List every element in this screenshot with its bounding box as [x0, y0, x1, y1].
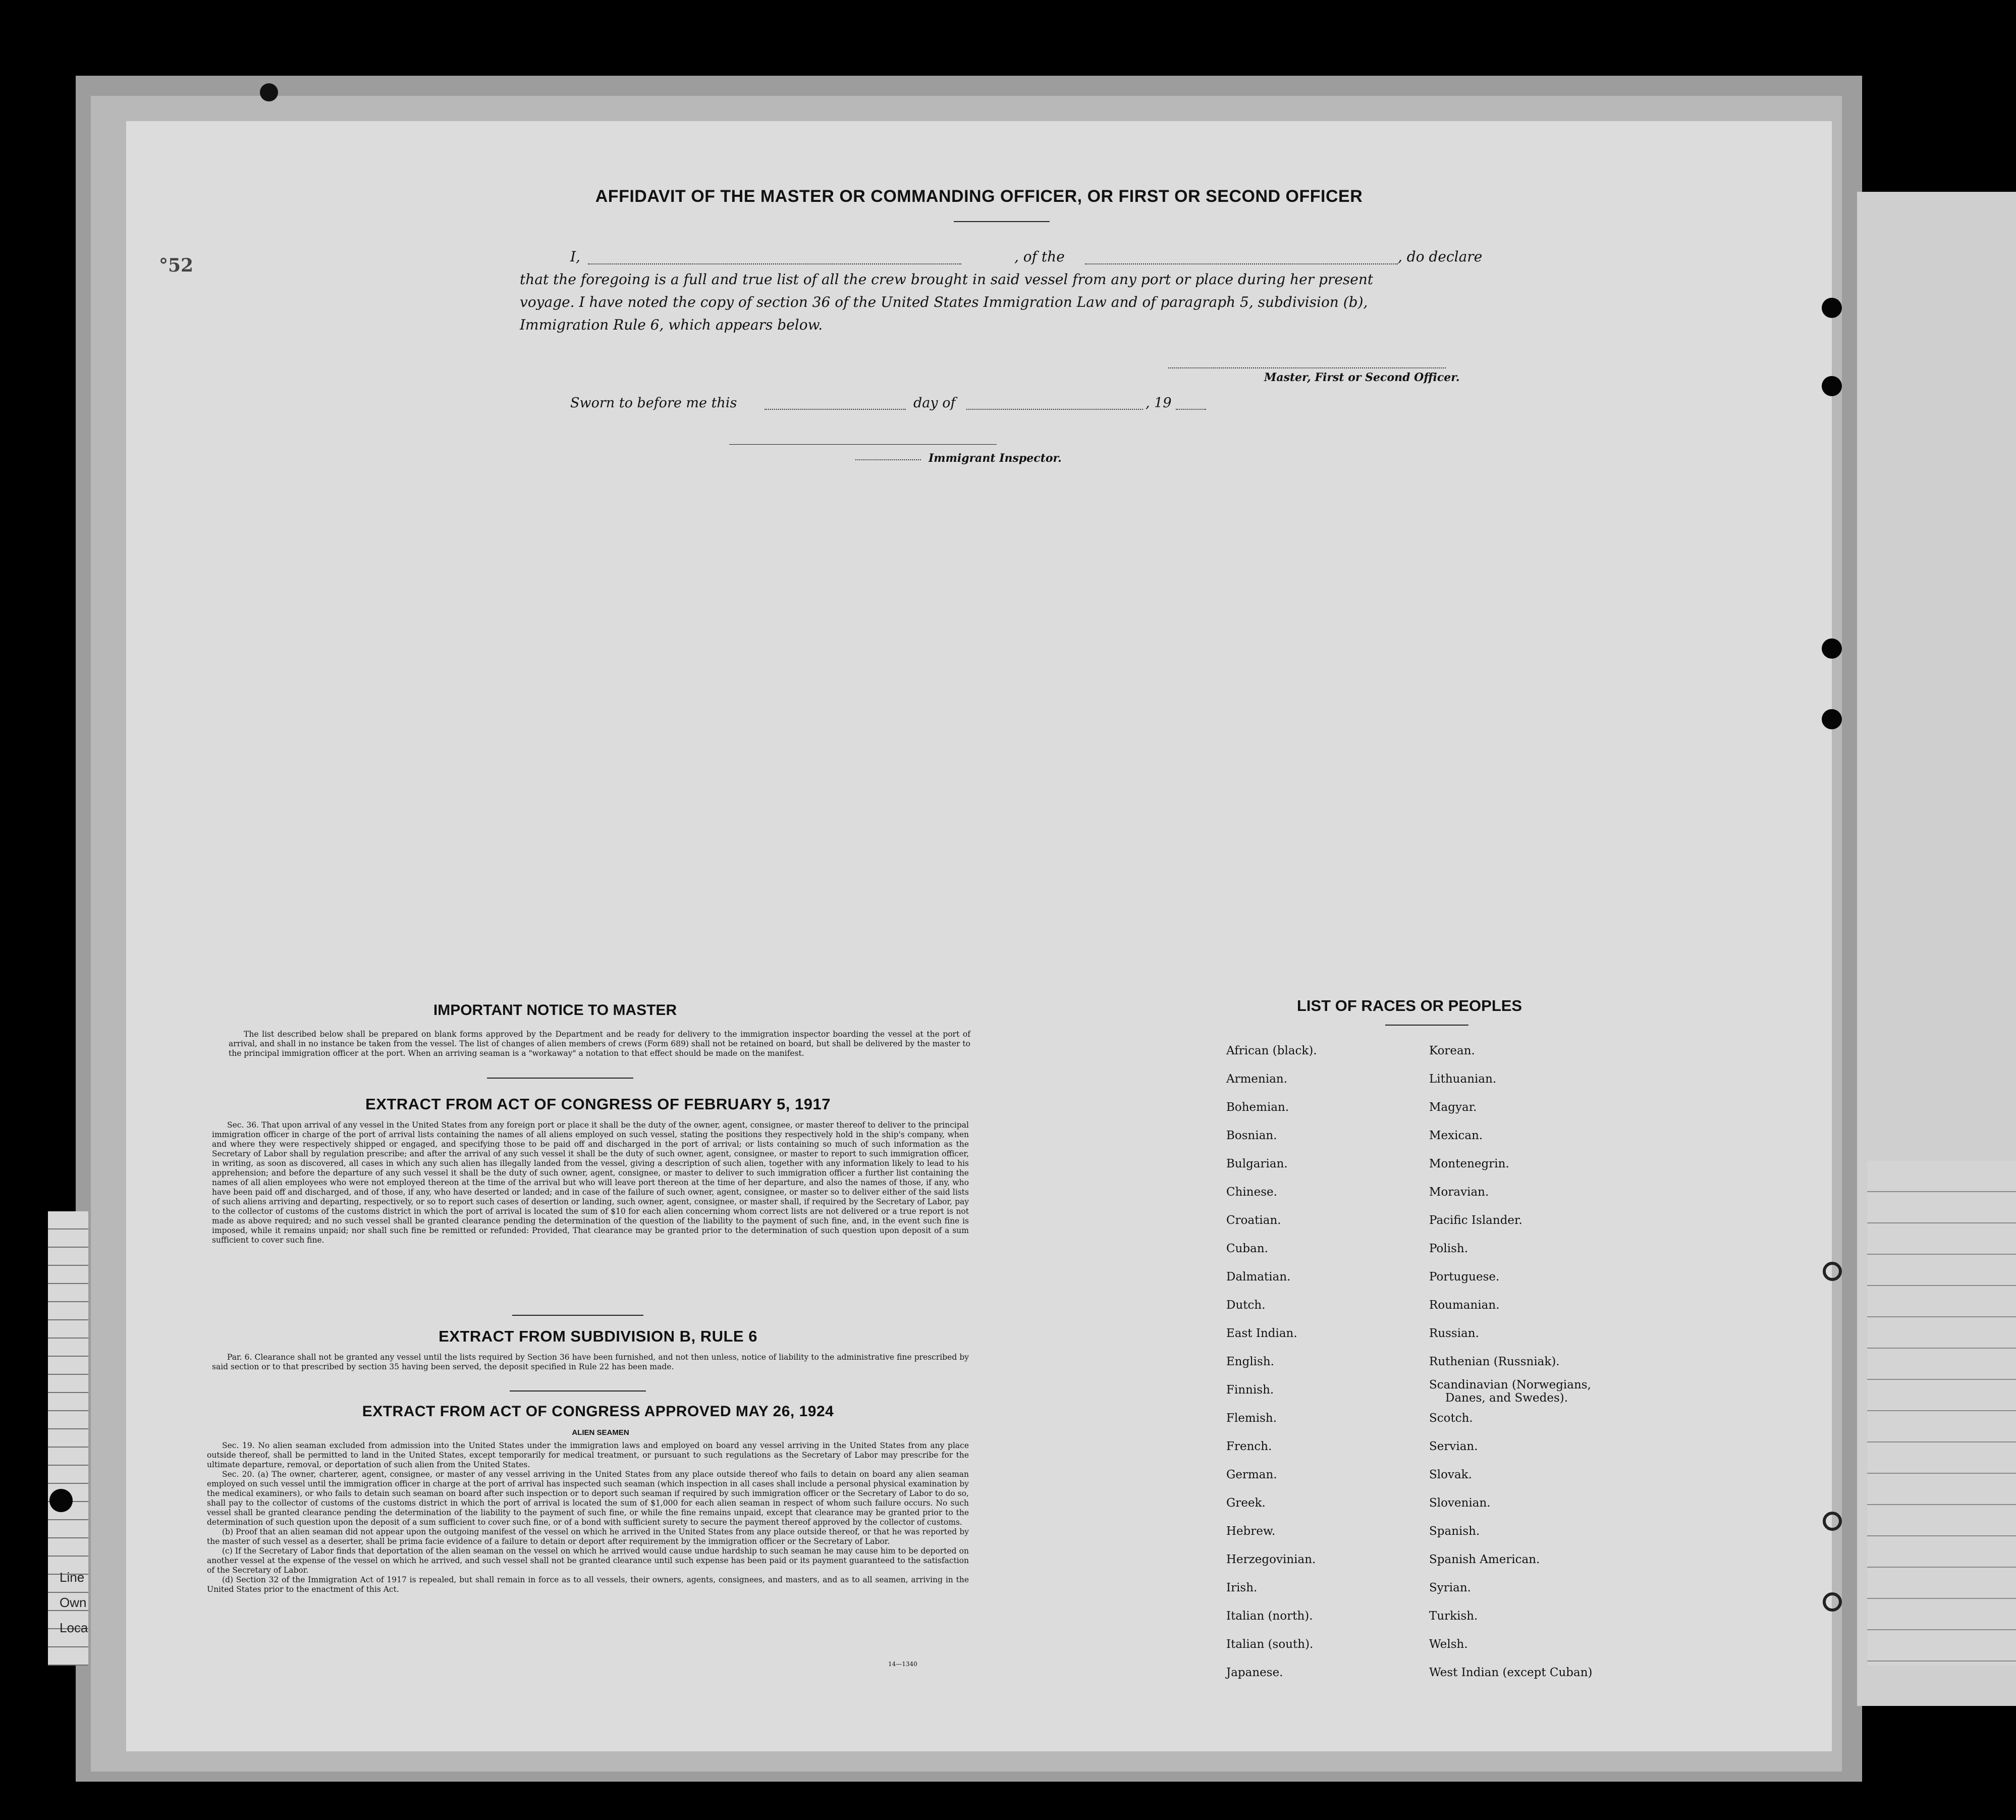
race-item: Herzegovinian. — [1226, 1553, 1316, 1566]
race-item: Scotch. — [1429, 1412, 1473, 1425]
affidavit-declare: , do declare — [1398, 248, 1483, 265]
race-item: Irish. — [1226, 1581, 1258, 1594]
sworn-day-of: day of — [913, 395, 956, 411]
race-item: English. — [1226, 1355, 1274, 1368]
paragraph-6: Par. 6. Clearance shall not be granted any vessel until the lists required by Section 36 have been furnished, and not then unless, notice of liability to the administrative fine prescribed by said section or to that prescribed by section 35 having been served, the deposit specified in Rule 22 has been made. — [212, 1353, 969, 1371]
month-blank — [966, 409, 1143, 410]
top-punch-hole — [260, 83, 278, 101]
left-punch-hole — [49, 1489, 73, 1512]
race-item: East Indian. — [1226, 1327, 1297, 1340]
extract-1917-title: EXTRACT FROM ACT OF CONGRESS OF FEBRUARY 5, 1917 — [365, 1095, 831, 1113]
affidavit-line-2: that the foregoing is a full and true list of all the crew brought in said vessel from any port or place during her present — [520, 271, 1374, 288]
affidavit-line-4: Immigration Rule 6, which appears below. — [520, 316, 823, 333]
race-item: Dalmatian. — [1226, 1270, 1291, 1283]
sworn-year: , 19 — [1146, 395, 1172, 411]
section-20d-paragraph: (d) Section 32 of the Immigration Act of 1917 is repealed, but shall remain in force as to all vessels, their owners, agents, consignees, and masters, and as to all seamen, arriving in the United States prior to the enactment of this Act. — [207, 1575, 969, 1594]
extract-1924-body — [207, 1441, 969, 1594]
race-item: Welsh. — [1429, 1638, 1468, 1651]
race-item: Syrian. — [1429, 1581, 1471, 1594]
extract-1917-body — [212, 1120, 969, 1245]
edge-label-location: Loca — [60, 1620, 88, 1635]
race-item: Croatian. — [1226, 1214, 1281, 1227]
section-36-paragraph: Sec. 36. That upon arrival of any vessel in the United States from any foreign port or place it shall be the duty of the owner, agent, consignee, or master thereof to deliver to the principal immigration officer in charge of the port of arrival lists containing the names of all aliens employed on such vessel, stating the positions they respectively hold in the ship's company, when and where they were respectively shipped or engaged, and specifying those to be paid off and discharged in the port of arrival; or lists containing so much of such information as the Secretary of Labor shall by regulation prescribe; and after the arrival of any such vessel it shall be the duty of such owner, agent, consignee, or master to report to such immigration officer, in writing, as soon as discovered, all cases in which any such alien has illegally landed from the vessel, giving a description of such alien, together with any information likely to lead to his apprehension; and before the departure of any such vessel it shall be the duty of such owner, agent, consignee, or master to deliver to such immigration officer a further list containing the names of all alien employees who were not employed thereon at the time of the arrival but who will leave port thereon at the time of her departure, and also the names of those, if any, who have been paid off and discharged, and of those, if any, who have deserted or landed; and in case of the failure of such owner, agent, consignee, or master so to deliver either of the said lists of such aliens arriving and departing, respectively, or so to report such cases of desertion or landing, such owner, agent, consignee, or master shall, if required by the Secretary of Labor, pay to the collector of customs of the customs district in which the port of arrival is located the sum of $10 for each alien concerning whom correct lists are not delivered or a true report is not made as above required; and no such vessel shall be granted clearance pending the determination of the question of the liability to the payment of such fine, and, in the event such fine is imposed, while it remains unpaid; nor shall such fine be remitted or refunded: Provided, That clearance may be granted prior to the determination of such question upon deposit of a sum sufficient to cover such fine. — [212, 1120, 969, 1245]
race-item: Japanese. — [1226, 1666, 1283, 1679]
form-number: 14—1340 — [888, 1661, 917, 1668]
race-item: Lithuanian. — [1429, 1073, 1497, 1086]
race-item: Pacific Islander. — [1429, 1214, 1522, 1227]
manifest-page — [126, 121, 1832, 1751]
race-item: Hebrew. — [1226, 1525, 1276, 1538]
race-item: Italian (north). — [1226, 1610, 1313, 1623]
day-blank — [765, 409, 906, 410]
notice-title: IMPORTANT NOTICE TO MASTER — [433, 1002, 677, 1019]
race-item: Finnish. — [1226, 1383, 1274, 1397]
race-item: Slovenian. — [1429, 1496, 1491, 1510]
year-blank — [1176, 409, 1206, 410]
extract-1924-title: EXTRACT FROM ACT OF CONGRESS APPROVED MAY 26, 1924 — [362, 1403, 834, 1420]
edge-label-owner: Own — [60, 1595, 87, 1610]
affidavit-title: AFFIDAVIT OF THE MASTER OR COMMANDING OFFICER, OR FIRST OR SECOND OFFICER — [595, 187, 1363, 206]
race-item: Polish. — [1429, 1242, 1468, 1255]
race-item: African (black). — [1226, 1044, 1317, 1057]
race-item: Chinese. — [1226, 1186, 1277, 1199]
sworn-text: Sworn to before me this — [570, 395, 737, 411]
inspector-signature-line — [729, 444, 997, 445]
inspector-dots — [855, 459, 921, 460]
race-item: Spanish. — [1429, 1525, 1480, 1538]
signature-blank — [1168, 367, 1446, 368]
affidavit-line-3: voyage. I have noted the copy of section 36 of the United States Immigration Law and of paragraph 5, subdivision (b), — [520, 294, 1368, 310]
name-blank — [588, 263, 961, 264]
races-title: LIST OF RACES OR PEOPLES — [1297, 997, 1522, 1014]
notice-body — [229, 1030, 970, 1058]
binder-hole-4 — [1822, 709, 1842, 729]
signature-caption: Master, First or Second Officer. — [1264, 371, 1460, 384]
race-item: Slovak. — [1429, 1468, 1472, 1481]
section-20b-paragraph: (b) Proof that an alien seaman did not appear upon the outgoing manifest of the vessel on which he arrived in the United States from any place outside thereof, or that he was reported by the master of such vessel as a deserter, shall be prima facie evidence of a failure to detain or deport after requirement by the immigration officer or the Secretary of Labor. — [207, 1527, 969, 1546]
title-rule — [954, 221, 1050, 222]
race-item: Mexican. — [1429, 1129, 1483, 1142]
race-item: Montenegrin. — [1429, 1157, 1509, 1170]
race-item: Flemish. — [1226, 1412, 1277, 1425]
affidavit-i: I, — [570, 248, 580, 265]
races-rule — [1385, 1025, 1468, 1026]
edge-label-line: Line — [60, 1570, 85, 1585]
alien-seamen-caption: ALIEN SEAMEN — [572, 1428, 629, 1437]
binder-hole-2 — [1822, 376, 1842, 396]
race-item: West Indian (except Cuban) — [1429, 1666, 1593, 1679]
race-item: Korean. — [1429, 1044, 1475, 1057]
race-item: Scandinavian (Norwegians, — [1429, 1378, 1591, 1391]
binder-hole-3 — [1822, 638, 1842, 659]
extract-1917-rule — [512, 1315, 643, 1316]
section-20c-paragraph: (c) If the Secretary of Labor finds that deportation of the alien seaman on the vessel on which he arrived would cause undue hardship to such seaman he may cause him to be deported on another vessel at the expense of the vessel on which he arrived, and such vessel shall not be granted clearance until such expense has been paid or its payment guaranteed to the satisfaction of the Secretary of Labor. — [207, 1546, 969, 1575]
race-item: German. — [1226, 1468, 1277, 1481]
race-item: Servian. — [1429, 1440, 1478, 1453]
notice-rule — [487, 1078, 633, 1079]
extract-rule6-rule — [510, 1390, 646, 1391]
race-item: Greek. — [1226, 1496, 1266, 1510]
extract-rule6-body — [212, 1353, 969, 1372]
section-19-paragraph: Sec. 19. No alien seaman excluded from admission into the United States under the immigration laws and employed on board any vessel arriving in the United States from any place outside thereof, shall be permitted to land in the United States, except temporarily for medical treatment, or pursuant to such regulations as the Secretary of Labor may prescribe for the ultimate departure, removal, or deportation of such alien from the United States. — [207, 1441, 969, 1469]
race-item: French. — [1226, 1440, 1272, 1453]
pencil-mark: °52 — [159, 255, 194, 276]
race-item: Italian (south). — [1226, 1638, 1314, 1651]
race-item: Dutch. — [1226, 1299, 1266, 1312]
race-item: Moravian. — [1429, 1186, 1489, 1199]
binder-hole-1 — [1822, 298, 1842, 318]
race-item: Portuguese. — [1429, 1270, 1500, 1283]
race-item: Turkish. — [1429, 1610, 1478, 1623]
extract-rule6-title: EXTRACT FROM SUBDIVISION B, RULE 6 — [439, 1327, 757, 1345]
affidavit-of-the: , of the — [1014, 248, 1065, 265]
inspector-caption: Immigrant Inspector. — [929, 452, 1062, 465]
race-item-continued: Danes, and Swedes). — [1445, 1391, 1568, 1405]
race-item: Spanish American. — [1429, 1553, 1540, 1566]
binder-hole-6 — [1823, 1512, 1842, 1531]
binder-hole-5 — [1823, 1262, 1842, 1281]
race-item: Russian. — [1429, 1327, 1479, 1340]
race-item: Cuban. — [1226, 1242, 1268, 1255]
race-item: Roumanian. — [1429, 1299, 1500, 1312]
race-item: Ruthenian (Russniak). — [1429, 1355, 1560, 1368]
race-item: Bohemian. — [1226, 1101, 1289, 1114]
race-item: Bosnian. — [1226, 1129, 1277, 1142]
notice-paragraph: The list described below shall be prepared on blank forms approved by the Department and be ready for delivery to the immigration inspector boarding the vessel at the port of arrival, and shall in no instance be taken from the vessel. The list of changes of alien members of crews (Form 689) shall not be retained on board, but shall be delivered by the master to the principal immigration officer at the port. When an arriving seaman is a "workaway" a notation to that effect should be made on the manifest. — [229, 1030, 970, 1058]
race-item: Armenian. — [1226, 1073, 1288, 1086]
race-item: Magyar. — [1429, 1101, 1477, 1114]
race-item: Bulgarian. — [1226, 1157, 1288, 1170]
binder-hole-7 — [1823, 1592, 1842, 1612]
right-side-ruled-lines — [1867, 1161, 2016, 1666]
vessel-blank — [1085, 263, 1398, 264]
section-20a-paragraph: Sec. 20. (a) The owner, charterer, agent, consignee, or master of any vessel arriving in the United States from any place outside thereof who fails to detain on board any alien seaman employed on such vessel until the immigration officer in charge at the port of arrival has inspected such seaman (which inspection in all cases shall include a personal physical examination by the medical examiners), or who fails to detain such seaman on board after such inspection or to deport such seaman if required by such immigration officer or the Secretary of Labor to do so, shall pay to the collector of customs of the customs district in which the port of arrival is located the sum of $1,000 for each alien seaman in respect of whom such failure occurs. No such vessel shall be granted clearance pending the determination of the liability to the payment of such fine, or while the fine remains unpaid, except that clearance may be granted prior to the determination of such question upon the deposit of a sum sufficient to cover such fine, or of a bond with sufficient surety to secure the payment thereof approved by the collector of customs. — [207, 1470, 969, 1527]
